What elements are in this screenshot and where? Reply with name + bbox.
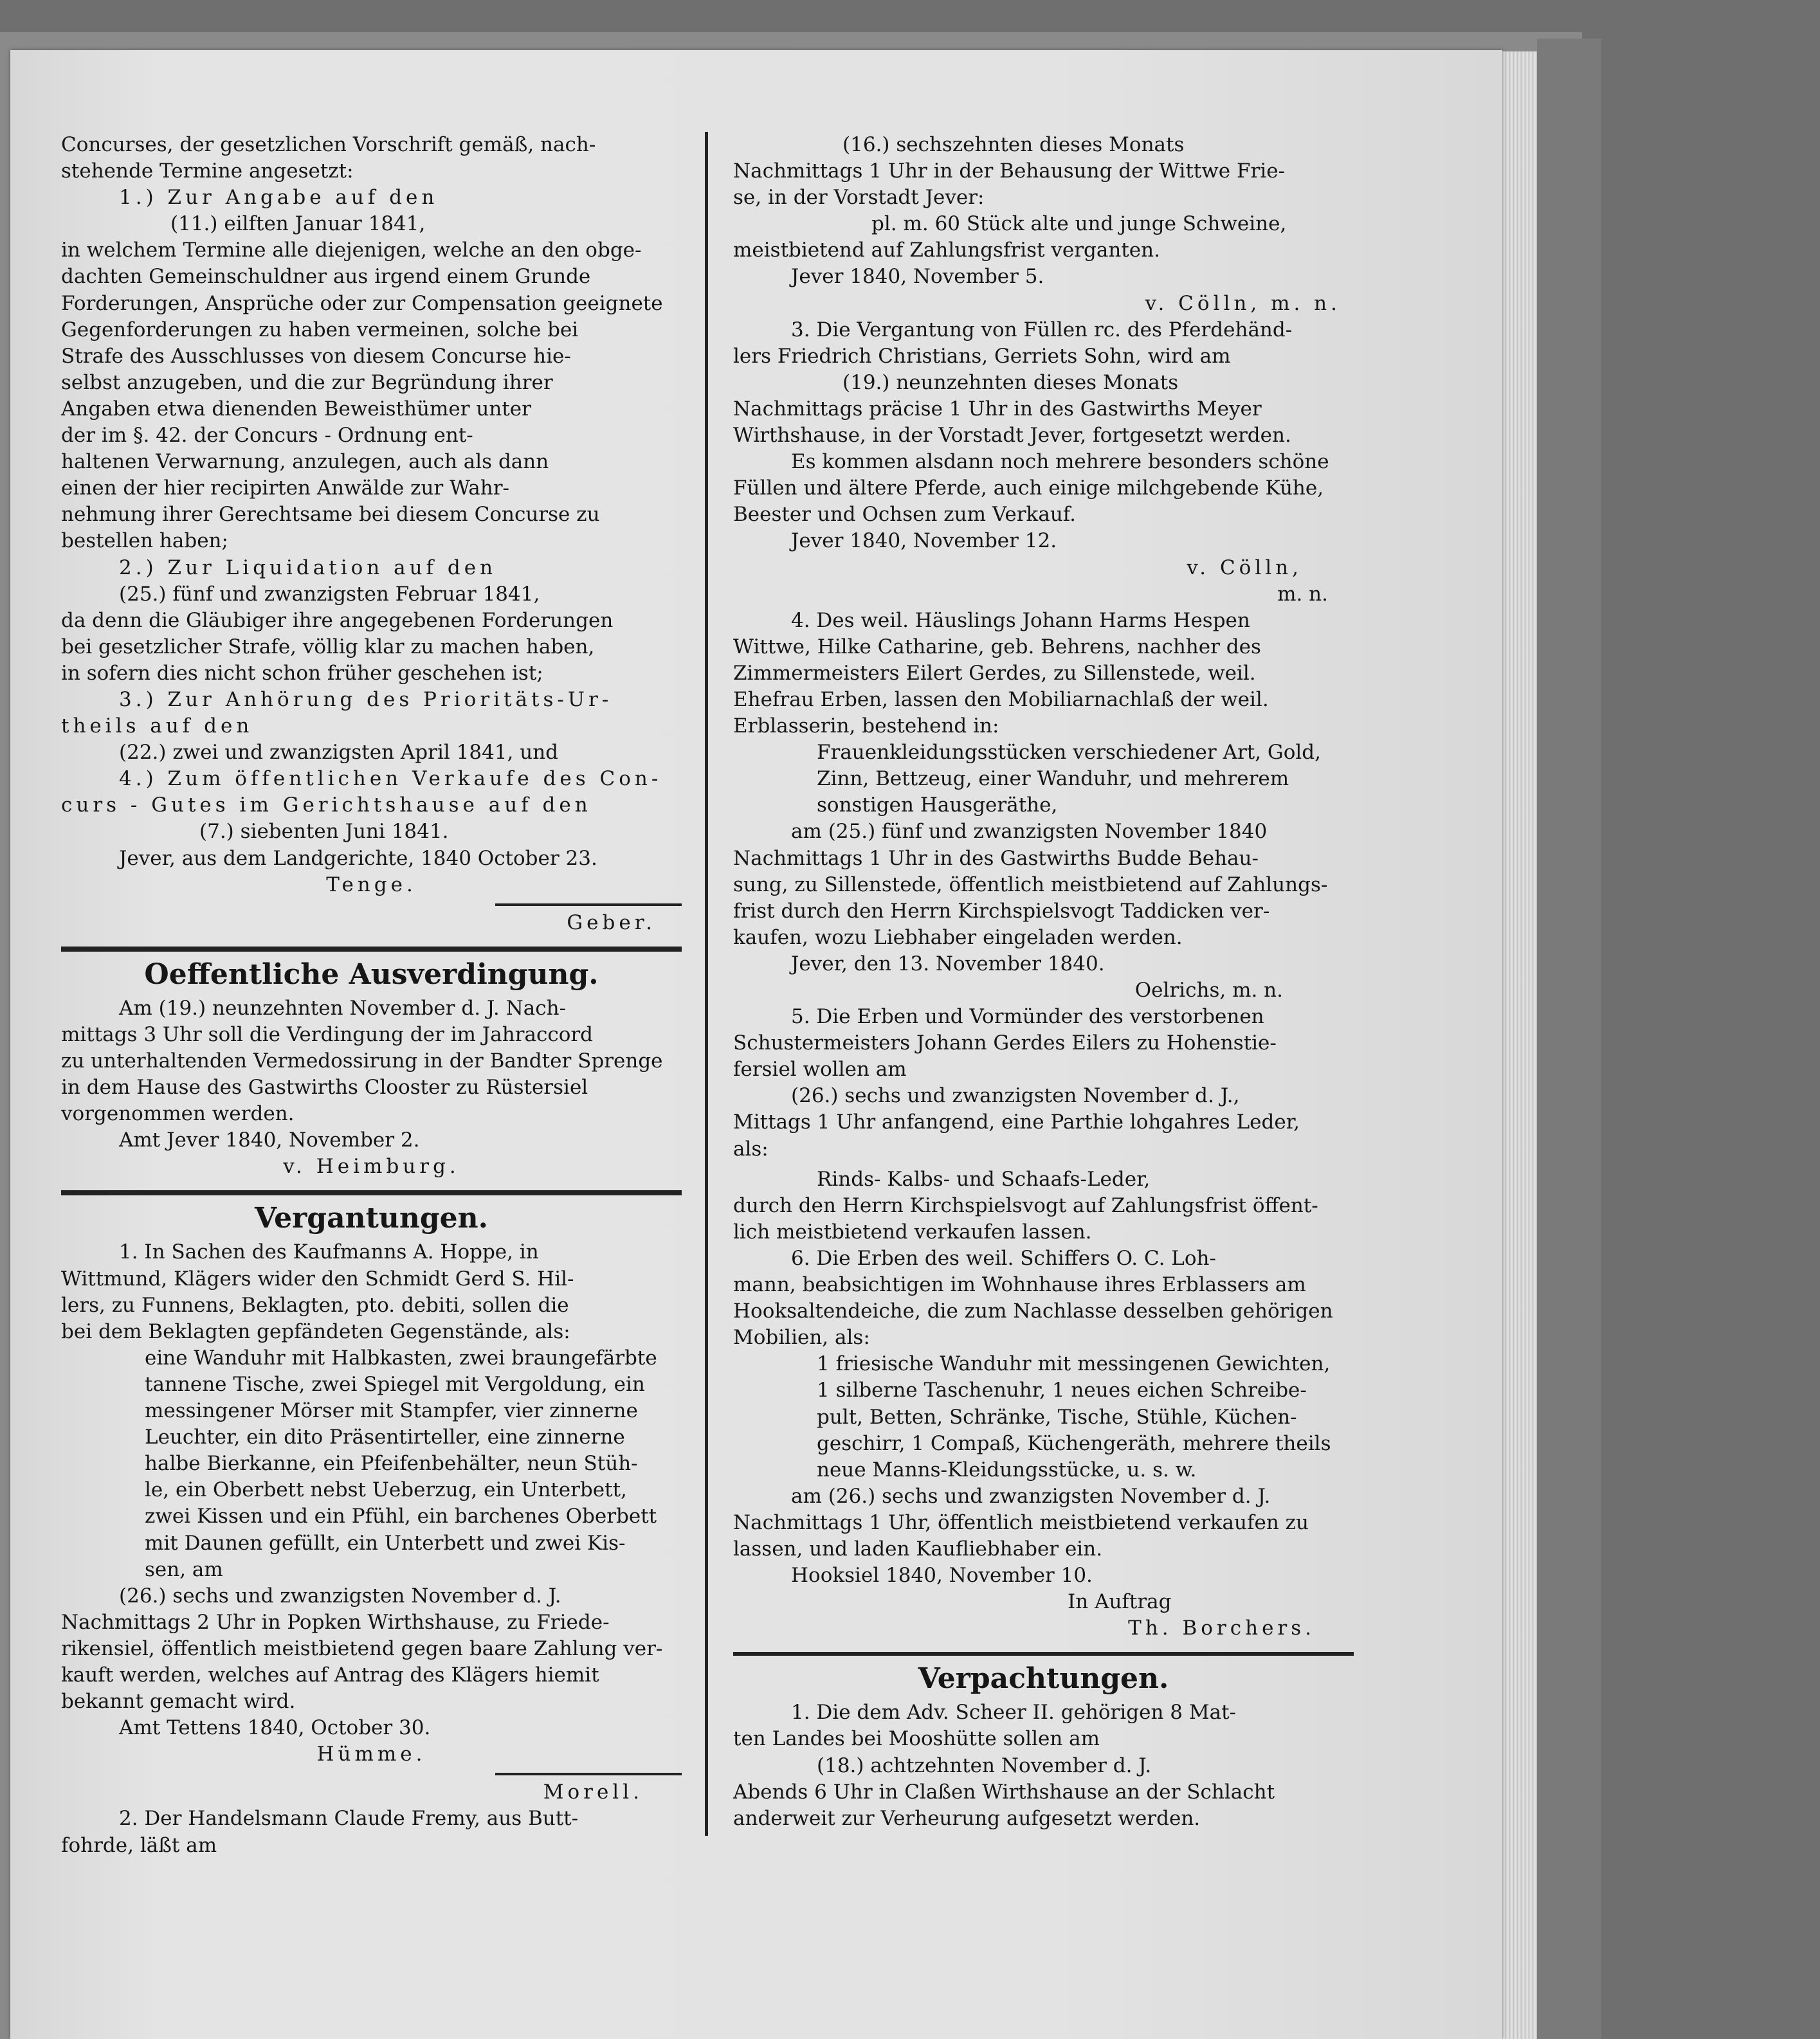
text-line: in welchem Termine alle diejenigen, welche an den obge- (61, 239, 642, 262)
text-line: zu unterhaltenden Vermedossirung in der Bandter Sprenge (61, 1049, 663, 1073)
text-line: Zimmermeisters Eilert Gerdes, zu Sillenstede, weil. (733, 661, 1256, 685)
text-line: Jever 1840, November 12. (791, 529, 1057, 553)
text-line: Gegenforderungen zu haben vermeinen, solche bei (61, 318, 579, 341)
signature-rule (495, 903, 682, 906)
signature-line: v. Cölln, (1187, 556, 1302, 579)
text-line: Wittmund, Klägers wider den Schmidt Gerd S. Hil- (61, 1267, 574, 1291)
text-line: 2. Der Handelsmann Claude Fremy, aus Butt- (119, 1807, 579, 1831)
text-line: Nachmittags 1 Uhr in des Gastwirths Budde Behau- (733, 846, 1259, 870)
text-line: 2.) Zur Liquidation auf den (119, 556, 497, 579)
text-line: nehmung ihrer Gerechtsame bei diesem Concurse zu (61, 503, 600, 527)
text-line: 3. Die Vergantung von Füllen rc. des Pferdehänd- (791, 318, 1293, 341)
text-line: Abends 6 Uhr in Claßen Wirthshause an der Schlacht (733, 1780, 1275, 1804)
text-line: der im §. 42. der Concurs - Ordnung ent- (61, 424, 473, 448)
text-line: mann, beabsichtigen im Wohnhause ihres Erblassers am (733, 1273, 1306, 1297)
text-line: Strafe des Ausschlusses von diesem Concurse hie- (61, 344, 571, 368)
text-line: Jever, aus dem Landgerichte, 1840 October 23. (119, 846, 597, 870)
text-line: (25.) fünf und zwanzigsten Februar 1841, (119, 582, 540, 606)
text-line: stehende Termine angesetzt: (61, 159, 354, 183)
text-line: mit Daunen gefüllt, ein Unterbett und zwei Kis- (145, 1531, 626, 1555)
section-divider (61, 1190, 682, 1195)
text-line: curs - Gutes im Gerichtshause auf den (61, 793, 592, 817)
text-line: Nachmittags 1 Uhr, öffentlich meistbietend verkaufen zu (733, 1510, 1309, 1534)
text-line: se, in der Vorstadt Jever: (733, 186, 985, 210)
text-line: (26.) sechs und zwanzigsten November d. J., (791, 1084, 1240, 1108)
text-line: 1 silberne Taschenuhr, 1 neues eichen Schreibe- (817, 1379, 1307, 1402)
text-line: Nachmittags 2 Uhr in Popken Wirthshause, zu Friede- (61, 1610, 610, 1634)
text-line: kauft werden, welches auf Antrag des Klägers hiemit (61, 1663, 599, 1687)
text-line: da denn die Gläubiger ihre angegebenen Forderungen (61, 608, 614, 632)
book-cover-edge (1537, 39, 1601, 2039)
text-line: Nachmittags 1 Uhr in der Behausung der Wittwe Frie- (733, 159, 1286, 183)
text-line: zwei Kissen und ein Pfühl, ein barchenes Oberbett (145, 1505, 657, 1528)
text-line: 4. Des weil. Häuslings Johann Harms Hespen (791, 608, 1250, 632)
text-line: Beester und Ochsen zum Verkauf. (733, 503, 1077, 527)
text-line: Amt Tettens 1840, October 30. (119, 1716, 431, 1740)
text-line: fersiel wollen am (733, 1058, 907, 1082)
section-heading: Verpachtungen. (918, 1662, 1169, 1696)
text-line: Forderungen, Ansprüche oder zur Compensation geeignete (61, 291, 663, 315)
section-divider (61, 947, 682, 952)
text-line: (16.) sechszehnten dieses Monats (842, 133, 1185, 156)
text-line: neue Manns-Kleidungsstücke, u. s. w. (817, 1458, 1197, 1482)
text-line: Zinn, Bettzeug, einer Wanduhr, und mehrerem (817, 767, 1289, 791)
section-divider (733, 1652, 1354, 1656)
text-line: am (26.) sechs und zwanzigsten November d. J. (791, 1484, 1271, 1508)
signature-line: Oelrichs, m. n. (1134, 979, 1283, 1002)
text-line: Erblasserin, bestehend in: (733, 714, 999, 738)
text-line: Hooksaltendeiche, die zum Nachlasse desselben gehörigen (733, 1300, 1333, 1323)
text-line: mittags 3 Uhr soll die Verdingung der im Jahraccord (61, 1022, 594, 1046)
text-line: Hooksiel 1840, November 10. (791, 1564, 1093, 1588)
text-line: Concurses, der gesetzlichen Vorschrift gemäß, nach- (61, 133, 596, 156)
text-line: sonstigen Hausgeräthe, (817, 793, 1058, 817)
text-line: 5. Die Erben und Vormünder des verstorbenen (791, 1005, 1264, 1029)
text-line: le, ein Oberbett nebst Ueberzug, ein Unterbett, (145, 1478, 627, 1502)
text-line: lers, zu Funnens, Beklagten, pto. debiti, sollen die (61, 1293, 569, 1317)
text-line: (19.) neunzehnten dieses Monats (842, 370, 1179, 394)
text-line: haltenen Verwarnung, anzulegen, auch als dann (61, 450, 549, 474)
text-line: (18.) achtzehnten November d. J. (817, 1754, 1152, 1777)
text-line: rikensiel, öffentlich meistbietend gegen baare Zahlung ver- (61, 1636, 663, 1660)
text-line: tannene Tische, zwei Spiegel mit Vergoldung, ein (145, 1372, 645, 1396)
text-line: 1. In Sachen des Kaufmanns A. Hoppe, in (119, 1240, 539, 1264)
signature-rule (495, 1773, 682, 1775)
text-line: 3.) Zur Anhörung des Prioritäts-Ur- (119, 687, 613, 711)
text-line: Rinds- Kalbs- und Schaafs-Leder, (817, 1167, 1151, 1191)
text-line: 1. Die dem Adv. Scheer II. gehörigen 8 Mat- (791, 1701, 1237, 1725)
text-line: einen der hier recipirten Anwälde zur Wahr- (61, 476, 510, 500)
section-heading: Vergantungen. (255, 1202, 488, 1235)
text-line: Nachmittags präcise 1 Uhr in des Gastwirths Meyer (733, 397, 1262, 421)
text-line: sen, am (145, 1557, 223, 1581)
text-line: 1 friesische Wanduhr mit messingenen Gewichten, (817, 1352, 1331, 1376)
text-line: meistbietend auf Zahlungsfrist verganten. (733, 239, 1160, 262)
text-line: lassen, und laden Kaufliebhaber ein. (733, 1537, 1103, 1561)
text-line: Am (19.) neunzehnten November d. J. Nach- (119, 996, 567, 1020)
text-line: am (25.) fünf und zwanzigsten November 1840 (791, 820, 1268, 844)
text-line: Jever 1840, November 5. (791, 265, 1044, 289)
text-line: als: (733, 1137, 769, 1161)
text-line: in dem Hause des Gastwirths Clooster zu Rüstersiel (61, 1076, 588, 1100)
text-line: geschirr, 1 Compaß, Küchengeräth, mehrere theils (817, 1431, 1331, 1455)
text-line: ten Landes bei Mooshütte sollen am (733, 1727, 1100, 1751)
text-line: bekannt gemacht wird. (61, 1690, 296, 1714)
text-line: Es kommen alsdann noch mehrere besonders schöne (791, 450, 1329, 474)
text-line: (22.) zwei und zwanzigsten April 1841, und (119, 741, 558, 765)
text-line: Frauenkleidungsstücken verschiedener Art, Gold, (817, 741, 1321, 765)
text-line: lich meistbietend verkaufen lassen. (733, 1220, 1092, 1244)
text-line: Angaben etwa dienenden Beweisthümer unter (61, 397, 531, 421)
text-line: eine Wanduhr mit Halbkasten, zwei braungefärbte (145, 1346, 657, 1370)
text-line: 1.) Zur Angabe auf den (119, 186, 439, 210)
text-line: lers Friedrich Christians, Gerriets Sohn, wird am (733, 344, 1231, 368)
text-line: theils auf den (61, 714, 253, 738)
text-line: Wirthshause, in der Vorstadt Jever, fortgesetzt werden. (733, 424, 1291, 448)
text-line: (7.) siebenten Juni 1841. (199, 820, 449, 844)
text-line: 6. Die Erben des weil. Schiffers O. C. Loh- (791, 1246, 1216, 1270)
text-line: halbe Bierkanne, ein Pfeifenbehälter, neun Stüh- (145, 1452, 638, 1476)
text-line: bei dem Beklagten gepfändeten Gegenstände, als: (61, 1319, 570, 1343)
section-heading: Oeffentliche Ausverdingung. (144, 957, 599, 991)
signature-line: v. Cölln, m. n. (1145, 291, 1341, 315)
text-line: Ehefrau Erben, lassen den Mobiliarnachlaß der weil. (733, 687, 1269, 711)
text-line: fohrde, läßt am (61, 1833, 217, 1857)
text-line: Mobilien, als: (733, 1326, 870, 1350)
text-line: anderweit zur Verheurung aufgesetzt werden. (733, 1806, 1201, 1830)
text-line: Leuchter, ein dito Präsentirteller, eine zinnerne (145, 1426, 625, 1449)
signature-line: Morell. (543, 1781, 643, 1804)
text-line: pl. m. 60 Stück alte und junge Schweine, (871, 212, 1287, 236)
text-line: bestellen haben; (61, 529, 228, 553)
text-line: vorgenommen werden. (61, 1102, 295, 1126)
text-line: kaufen, wozu Liebhaber eingeladen werden. (733, 925, 1183, 949)
text-line: selbst anzugeben, und die zur Begründung ihrer (61, 370, 553, 394)
text-line: 4.) Zum öffentlichen Verkaufe des Con- (119, 767, 662, 791)
right-column (733, 132, 1354, 1832)
text-line: bei gesetzlicher Strafe, völlig klar zu machen haben, (61, 635, 595, 658)
signature-line: Geber. (567, 911, 656, 934)
text-line: Wittwe, Hilke Catharine, geb. Behrens, nachher des (733, 635, 1261, 658)
signature-line: Hümme. (316, 1743, 426, 1766)
left-column (61, 132, 682, 1859)
signature-line: m. n. (1277, 582, 1328, 606)
text-line: Jever, den 13. November 1840. (791, 952, 1105, 975)
text-line: (26.) sechs und zwanzigsten November d. J. (119, 1584, 561, 1608)
text-line: durch den Herrn Kirchspielsvogt auf Zahlungsfrist öffent- (733, 1193, 1318, 1217)
text-line: Mittags 1 Uhr anfangend, eine Parthie lohgahres Leder, (733, 1110, 1300, 1134)
page-stack-edge (1502, 51, 1537, 2039)
text-line: In Auftrag (1068, 1590, 1172, 1614)
text-line: frist durch den Herrn Kirchspielsvogt Taddicken ver- (733, 899, 1270, 923)
text-line: pult, Betten, Schränke, Tische, Stühle, Küchen- (817, 1405, 1297, 1429)
column-divider (705, 132, 708, 1836)
text-line: sung, zu Sillenstede, öffentlich meistbietend auf Zahlungs- (733, 873, 1328, 896)
signature-line: Th. Borchers. (1128, 1617, 1315, 1640)
text-line: dachten Gemeinschuldner aus irgend einem Grunde (61, 265, 591, 289)
text-line: Füllen und ältere Pferde, auch einige milchgebende Kühe, (733, 476, 1324, 500)
text-line: Schustermeisters Johann Gerdes Eilers zu Hohenstie- (733, 1031, 1277, 1055)
signature-line: v. Heimburg. (283, 1155, 460, 1179)
text-line: in sofern dies nicht schon früher geschehen ist; (61, 661, 543, 685)
text-line: messingener Mörser mit Stampfer, vier zinnerne (145, 1399, 638, 1423)
text-line: Amt Jever 1840, November 2. (119, 1128, 420, 1152)
text-line: (11.) eilften Januar 1841, (170, 212, 426, 236)
signature-line: Tenge. (326, 873, 417, 896)
